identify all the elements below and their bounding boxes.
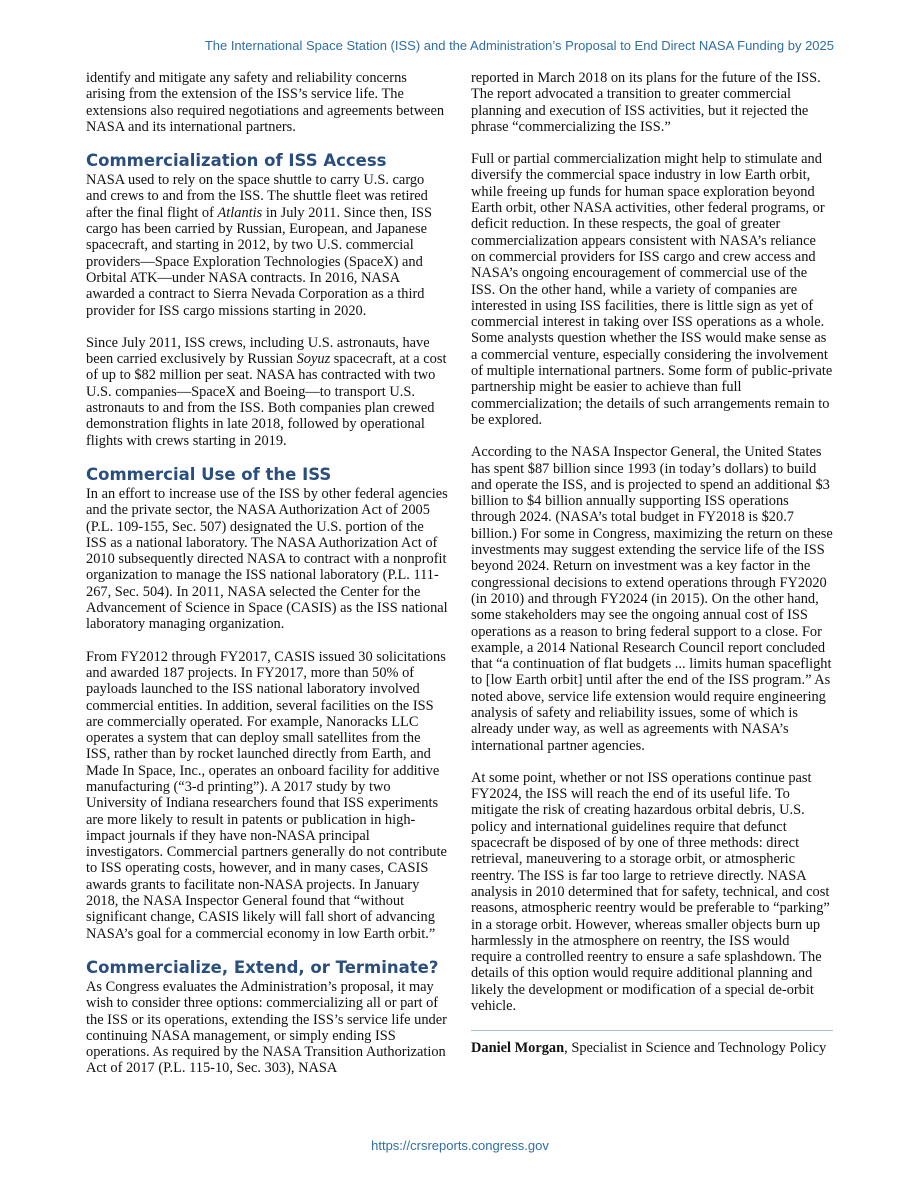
section-heading-commercial-use: Commercial Use of the ISS <box>86 464 332 484</box>
left-column <box>86 70 448 1093</box>
text-run: Since July 2011, ISS crews, including U.S. astronauts, have been carried exclusively by Russian <box>86 334 430 368</box>
right-paragraph-3: According to the NASA Inspector General, the United States has spent $87 billion since 1993 (in today’s dollars) to build and operate the ISS, and is projected to spend an additional $3 billion to $4 billion annually supporting ISS operations through 2024. (NASA’s total budget in FY2018 is $20.7 billion.) For some in Congress, maximizing the return on these investments may suggest extending the service life of the ISS beyond 2024. Return on investment was a key factor in the congressional decisions to extend operations through FY2020 (in 2010) and through FY2024 (in 2015). On the other hand, some stakeholders may see the ongoing annual cost of ISS operations as a reason to bring federal support to a close. For example, a 2014 National Research Council report concluded that “a continuation of flat budgets ... limits human spaceflight to [low Earth orbit] until after the end of the ISS program.” As noted above, service life extension would require engineering analysis of safety and reliability issues, some of which is already under way, as well as agreements with NASA’s international partner agencies. <box>471 444 833 754</box>
section-heading-commercialization: Commercialization of ISS Access <box>86 151 387 171</box>
author-name: Daniel Morgan <box>471 1040 565 1057</box>
author-divider <box>471 1030 833 1031</box>
commercialization-paragraph-1 <box>86 172 448 319</box>
right-column <box>471 70 833 1073</box>
text-run: NASA used to rely on the space shuttle to carry U.S. cargo and crews to and from the ISS. The shuttle fleet was retired after the final flight of <box>86 172 428 221</box>
section-heading-options: Commercialize, Extend, or Terminate? <box>86 957 439 977</box>
commercialization-paragraph-2 <box>86 335 448 449</box>
page-header-title: The International Space Station (ISS) and the Administration’s Proposal to End Direct NASA Funding by 2025 <box>204 38 834 53</box>
right-paragraph-2: Full or partial commercialization might help to stimulate and diversify the commercial space industry in low Earth orbit, while freeing up funds for human space exploration beyond Earth orbit, other NASA activities, other federal programs, or deficit reduction. In these respects, the goal of greater commercialization appears consistent with NASA’s reliance on commercial providers for ISS cargo and crew access and NASA’s ongoing encouragement of commercial use of the ISS. On the other hand, while a variety of companies are interested in using ISS facilities, there is little sign as yet of commercial interest in taking over ISS operations as a whole. Some analysts question whether the ISS would make sense as a commercial venture, especially considering the involvement of multiple international partners. Some form of public-private partnership might be easier to achieve than full commercialization; the details of such arrangements remain to be explored. <box>471 151 833 428</box>
right-paragraph-4: At some point, whether or not ISS operations continue past FY2024, the ISS will reach the end of its useful life. To mitigate the risk of creating hazardous orbital debris, U.S. policy and international guidelines require that defunct spacecraft be disposed of by one of three methods: direct retrieval, maneuvering to a storage orbit, or atmospheric reentry. The ISS is far too large to retrieve directly. NASA analysis in 2010 determined that for safety, technical, and cost reasons, atmospheric reentry would be preferable to “parking” in a storage orbit. However, whereas smaller objects burn up harmlessly in the atmosphere on reentry, the ISS would require a controlled reentry to ensure a safe splashdown. The details of this option would require additional planning and likely the development or modification of a special de-orbit vehicle. <box>471 769 830 1015</box>
italic-ship-name: Soyuz <box>296 351 331 368</box>
options-paragraph-1: As Congress evaluates the Administration’s proposal, it may wish to consider three options: commercializing all or part of the ISS or its operations, extending the ISS’s service life under continuing NASA management, or simply ending ISS operations. As required by the NASA Transition Authorization Act of 2017 (P.L. 115-10, Sec. 303), NASA <box>86 978 447 1077</box>
text-run: spacecraft, at a cost of up to $82 million per seat. NASA has contracted with two U.S. companies—SpaceX and Boeing—to transport U.S. astronauts to and from the ISS. Both companies plan crewed demonstration flights in late 2018, followed by operational flights with crews starting in 2019. <box>86 351 447 449</box>
author-credit <box>471 1040 833 1056</box>
commercial-use-paragraph-1: In an effort to increase use of the ISS by other federal agencies and the private sector, the NASA Authorization Act of 2005 (P.L. 109-155, Sec. 507) designated the U.S. portion of the ISS as a national laboratory. The NASA Authorization Act of 2010 subsequently directed NASA to contract with a nonprofit organization to manage the ISS national laboratory (P.L. 111-267, Sec. 504). In 2011, NASA selected the Center for the Advancement of Science in Space (CASIS) as the ISS national laboratory managing organization. <box>86 485 448 633</box>
italic-ship-name: Atlantis <box>217 204 263 221</box>
right-paragraph-1: reported in March 2018 on its plans for the future of the ISS. The report advocated a transition to greater commercial planning and execution of ISS activities, but it rejected the phrase “commercializing the ISS.” <box>471 70 821 135</box>
intro-paragraph: identify and mitigate any safety and reliability concerns arising from the extension of the ISS’s service life. The extensions also required negotiations and agreements between NASA and its international partners. <box>86 70 445 135</box>
footer-url[interactable]: https://crsreports.congress.gov <box>371 1138 549 1153</box>
author-title: , Specialist in Science and Technology Policy <box>564 1040 827 1057</box>
text-run: in July 2011. Since then, ISS cargo has been carried by Russian, European, and Japanese spacecraft, and starting in 2012, by two U.S. commercial providers—Space Exploration Technologies (SpaceX) and Orbital ATK—under NASA contracts. In 2016, NASA awarded a contract to Sierra Nevada Corporation as a third provider for ISS cargo missions starting in 2020. <box>86 204 433 319</box>
commercial-use-paragraph-2: From FY2012 through FY2017, CASIS issued 30 solicitations and awarded 187 projects. In FY2017, more than 50% of payloads launched to the ISS national laboratory involved commercial entities. In addition, several facilities on the ISS are commercially operated. For example, Nanoracks LLC operates a system that can deploy small satellites from the ISS, rather than by rocket launched directly from Earth, and Made In Space, Inc., operates an onboard facility for additive manufacturing (“3-d printing”). A 2017 study by two University of Indiana researchers found that ISS experiments are more likely to result in patents or publication in high-impact journals if they have non-NASA principal investigators. Commercial partners generally do not contribute to ISS operating costs, however, and in many cases, CASIS awards grants to facilitate non-NASA projects. In January 2018, the NASA Inspector General found that “without significant change, CASIS likely will fall short of advancing NASA’s goal for a commercial economy in low Earth orbit.” <box>86 648 447 942</box>
